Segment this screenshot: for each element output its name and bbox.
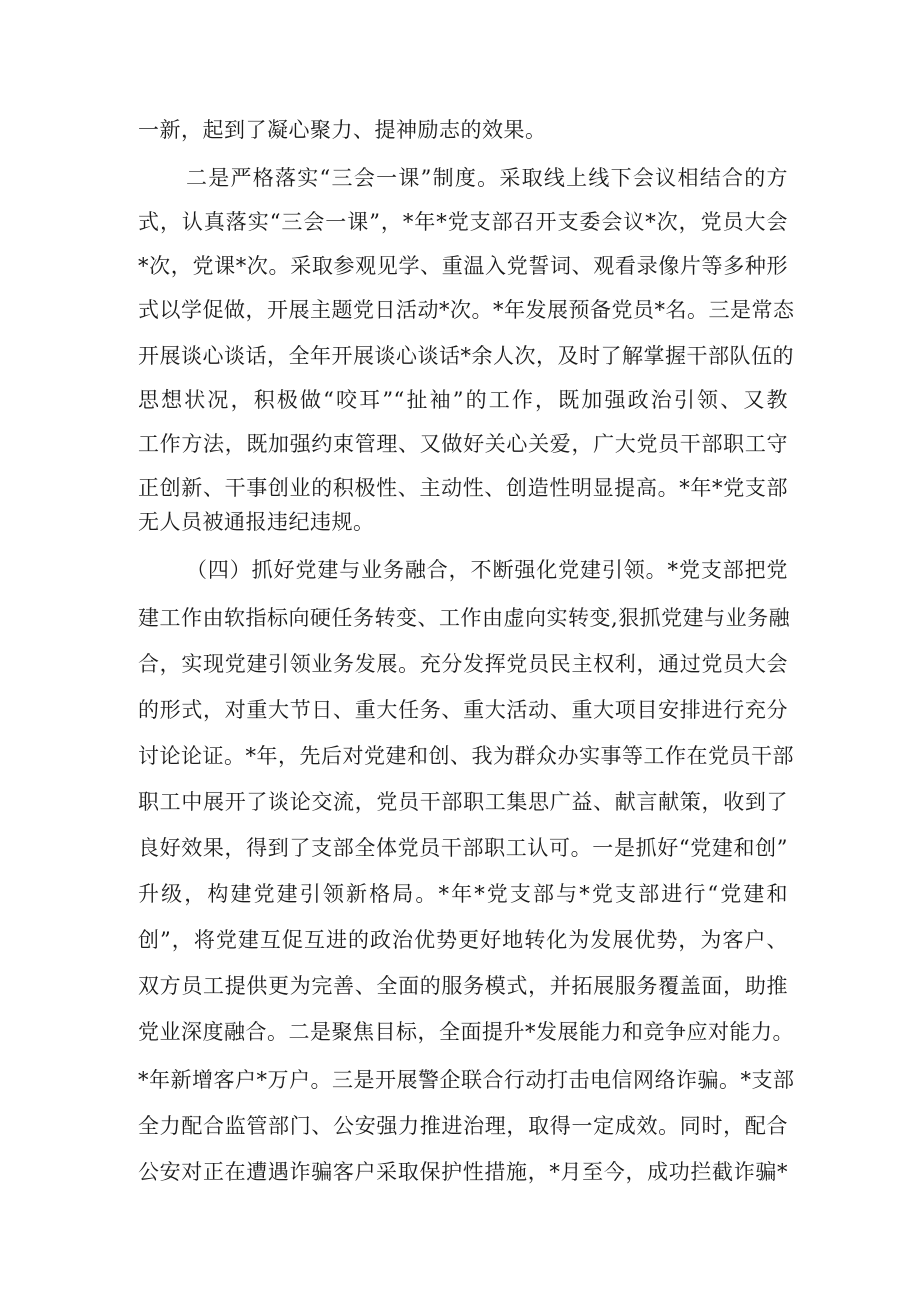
text-line: 工作方法，既加强约束管理、又做好关心关爱，广大党员干部职工守: [138, 432, 788, 456]
text-line: 式，认真落实“三会一课”，*年*党支部召开支委会议*次，党员大会: [138, 210, 788, 234]
text-line: 双方员工提供更为完善、全面的服务模式，并拓展服务覆盖面，助推: [138, 974, 788, 998]
text-line: 一新，起到了凝心聚力、提神励志的效果。: [138, 118, 547, 142]
text-line: 式以学促做，开展主题党日活动*次。*年发展预备党员*名。三是常态: [138, 298, 795, 322]
text-line: 的形式，对重大节日、重大任务、重大活动、重大项目安排进行充分: [138, 698, 788, 722]
text-line: 无人员被通报违纪违规。: [138, 510, 375, 534]
text-line: 创”，将党建互促互进的政治优势更好地转化为发展优势，为客户、: [138, 928, 788, 952]
text-line: 升级，构建党建引领新格局。*年*党支部与*党支部进行“党建和: [138, 882, 788, 906]
text-line: 全力配合监管部门、公安强力推进治理，取得一定成效。同时，配合: [138, 1114, 788, 1138]
text-line: 思想状况，积极做“咬耳”“扯袖”的工作，既加强政治引领、又教: [138, 388, 788, 412]
text-line: *次，党课*次。采取参观见学、重温入党誓词、观看录像片等多种形: [138, 254, 788, 278]
text-line: 职工中展开了谈论交流，党员干部职工集思广益、献言献策，收到了: [138, 790, 788, 814]
text-line: 党业深度融合。二是聚焦目标，全面提升*发展能力和竞争应对能力。: [138, 1020, 794, 1044]
text-line: 开展谈心谈话，全年开展谈心谈话*余人次，及时了解掌握干部队伍的: [138, 344, 794, 368]
text-line: 二是严格落实“三会一课”制度。采取线上线下会议相结合的方: [186, 166, 788, 190]
text-line: 讨论论证。*年，先后对党建和创、我为群众办实事等工作在党员干部: [138, 744, 794, 768]
text-line: 合，实现党建引领业务发展。充分发挥党员民主权利，通过党员大会: [138, 652, 788, 676]
text-line: 正创新、干事创业的积极性、主动性、创造性明显提高。*年*党支部: [138, 476, 788, 500]
text-line: 公安对正在遭遇诈骗客户采取保护性措施，*月至今，成功拦截诈骗*: [138, 1160, 788, 1184]
text-line: （四）抓好党建与业务融合，不断强化党建引领。*党支部把党: [186, 558, 788, 582]
text-line: 建工作由软指标向硬任务转变、工作由虚向实转变,狠抓党建与业务融: [138, 606, 791, 630]
text-line: 良好效果，得到了支部全体党员干部职工认可。一是抓好“党建和创”: [138, 836, 788, 860]
text-line: *年新增客户*万户。三是开展警企联合行动打击电信网络诈骗。*支部: [138, 1068, 795, 1092]
